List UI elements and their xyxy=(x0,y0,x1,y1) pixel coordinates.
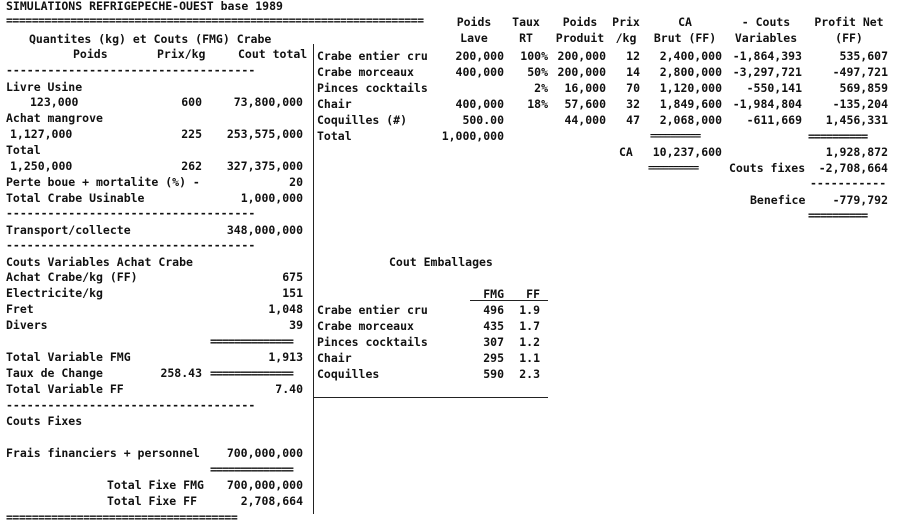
total-variable-fmg-label: Total Variable FMG xyxy=(6,350,131,364)
emb-row-ff: 1.2 xyxy=(519,335,540,349)
cv-item-value: 39 xyxy=(289,318,303,332)
hdr-prix-2: /kg xyxy=(615,31,637,45)
achat-mangrove-prix: 225 xyxy=(181,127,202,141)
rule-eq: ============== xyxy=(210,366,293,380)
hdr-ca-2: Brut (FF) xyxy=(653,31,717,45)
emb-row-ff: 2.3 xyxy=(519,367,540,381)
cv-item-label: Fret xyxy=(6,302,34,316)
row-prix: 70 xyxy=(626,81,640,95)
row-poids: 200,000 xyxy=(455,49,504,63)
row-ca: 1,849,600 xyxy=(659,97,722,111)
row-produit: 200,000 xyxy=(557,49,606,63)
rule-eq: ========== xyxy=(808,208,868,222)
profit-subtotal: 1,928,872 xyxy=(825,145,888,159)
rule-eq: ========== xyxy=(648,163,699,174)
cv-item-value: 675 xyxy=(282,270,303,284)
row-produit: 57,600 xyxy=(564,97,606,111)
total-cout: 327,375,000 xyxy=(226,159,303,173)
total-usinable-value: 1,000,000 xyxy=(240,191,303,205)
achat-mangrove-cout: 253,575,000 xyxy=(226,127,303,141)
total-fixe-ff-label: Total Fixe FF xyxy=(107,494,198,508)
rule-eq: ============== xyxy=(210,334,293,348)
benefice-label: Benefice xyxy=(750,193,806,207)
ca-total: 10,237,600 xyxy=(652,145,722,159)
hdr-couts-1: - Couts xyxy=(741,15,791,29)
row-taux: 50% xyxy=(527,65,548,79)
livre-usine-label: Livre Usine xyxy=(6,80,83,94)
emb-row-ff: 1.7 xyxy=(519,319,540,333)
row-produit: 16,000 xyxy=(564,81,606,95)
total-poids: 1,250,000 xyxy=(10,159,73,173)
livre-usine-cout: 73,800,000 xyxy=(233,95,303,109)
achat-mangrove-label: Achat mangrove xyxy=(6,111,103,125)
emb-row-fmg: 496 xyxy=(483,303,504,317)
frais-value: 700,000,000 xyxy=(226,446,303,460)
total-fixe-fmg-label: Total Fixe FMG xyxy=(107,478,204,492)
emb-col-fmg: FMG xyxy=(483,287,504,301)
cv-item-value: 1,048 xyxy=(268,302,303,316)
row-prix: 32 xyxy=(626,97,640,111)
couts-fixes-header: Couts Fixes xyxy=(6,414,83,428)
row-profit: 535,607 xyxy=(839,49,888,63)
row-ca: 2,400,000 xyxy=(659,49,722,63)
cv-item-label: Divers xyxy=(6,318,48,332)
left-header: Quantites (kg) et Couts (FMG) Crabe xyxy=(29,32,272,46)
emb-row-label: Pinces cocktails xyxy=(317,335,428,349)
row-ca: 2,800,000 xyxy=(659,65,722,79)
rule-eq: ========== xyxy=(650,131,701,142)
emb-col-ff: FF xyxy=(526,287,540,301)
total-usinable-label: Total Crabe Usinable xyxy=(6,191,145,205)
emb-header-rule xyxy=(470,300,548,301)
total-variable-ff-label: Total Variable FF xyxy=(6,382,124,396)
livre-usine-poids: 123,000 xyxy=(30,95,79,109)
left-panel-divider xyxy=(313,44,314,514)
hdr-profit-1: Profit Net xyxy=(814,15,884,29)
total-label: Total xyxy=(6,143,41,157)
rule-eq-bottom: ==================================== xyxy=(6,510,238,524)
cv-item-label: Achat Crabe/kg (FF) xyxy=(6,270,138,284)
hdr-ca-1: CA xyxy=(678,15,692,29)
hdr-poids-produit-1: Poids xyxy=(562,15,598,29)
cv-item-value: 151 xyxy=(282,286,303,300)
hdr-prix-1: Prix xyxy=(612,15,640,29)
total-variable-ff-value: 7.40 xyxy=(275,382,303,396)
total-fixe-fmg-value: 700,000,000 xyxy=(226,478,303,492)
hdr-poids-lave-1: Poids xyxy=(456,15,492,29)
taux-change-value: 258.43 xyxy=(160,366,202,380)
benefice-value: -779,792 xyxy=(832,193,888,207)
ca-label: CA xyxy=(619,145,633,159)
perte-label: Perte boue + mortalite (%) - xyxy=(6,175,200,189)
hdr-taux-2: RT xyxy=(519,31,533,45)
row-prix: 14 xyxy=(626,65,640,79)
total-prix: 262 xyxy=(181,159,202,173)
transport-value: 348,000,000 xyxy=(226,223,303,237)
row-profit: 1,456,331 xyxy=(825,113,888,127)
right-total-poids: 1,000,000 xyxy=(441,129,504,143)
rule-dash: ----------- xyxy=(810,176,887,190)
couts-fixes-label: Couts fixes xyxy=(729,161,806,175)
right-total-label: Total xyxy=(317,129,352,143)
hdr-taux-1: Taux xyxy=(512,15,540,29)
row-label: Pinces cocktails xyxy=(317,81,428,95)
emb-row-label: Crabe entier cru xyxy=(317,303,428,317)
emb-bottom-rule xyxy=(313,397,548,398)
total-fixe-ff-value: 2,708,664 xyxy=(240,494,303,508)
cv-item-label: Electricite/kg xyxy=(6,286,103,300)
row-taux: 2% xyxy=(534,81,548,95)
row-ca: 2,068,000 xyxy=(659,113,722,127)
transport-label: Transport/collecte xyxy=(6,223,131,237)
row-couts: -550,141 xyxy=(746,81,802,95)
row-couts: -3,297,721 xyxy=(732,65,802,79)
couts-fixes-value: -2,708,664 xyxy=(818,161,888,175)
hdr-poids-lave-2: Lave xyxy=(460,31,488,45)
row-poids: 400,000 xyxy=(455,97,504,111)
perte-value: 20 xyxy=(289,175,303,189)
sheet-title: SIMULATIONS REFRIGEPECHE-OUEST base 1989 xyxy=(6,0,283,13)
emb-row-fmg: 307 xyxy=(483,335,504,349)
emb-row-fmg: 295 xyxy=(483,351,504,365)
row-poids: 500.00 xyxy=(462,113,504,127)
emb-row-ff: 1.9 xyxy=(519,303,540,317)
achat-mangrove-poids: 1,127,000 xyxy=(10,127,73,141)
couts-variables-header: Couts Variables Achat Crabe xyxy=(6,255,193,269)
title-rule: ================================================================= xyxy=(6,13,424,27)
col-poids-header: Poids xyxy=(73,47,108,61)
row-poids: 400,000 xyxy=(455,65,504,79)
hdr-couts-2: Variables xyxy=(734,31,798,45)
rule-eq: ========== xyxy=(808,129,868,143)
row-label: Crabe entier cru xyxy=(317,49,428,63)
rule-eq: ============== xyxy=(210,462,293,476)
row-taux: 18% xyxy=(527,97,548,111)
emb-row-fmg: 435 xyxy=(483,319,504,333)
row-ca: 1,120,000 xyxy=(659,81,722,95)
row-label: Chair xyxy=(317,97,352,111)
row-label: Crabe morceaux xyxy=(317,65,414,79)
rule-dash: ------------------------------------ xyxy=(6,398,256,412)
total-variable-fmg-value: 1,913 xyxy=(268,350,303,364)
row-produit: 44,000 xyxy=(564,113,606,127)
emballages-title: Cout Emballages xyxy=(389,255,493,269)
row-label: Coquilles (#) xyxy=(317,113,408,127)
rule-dash: ------------------------------------ xyxy=(6,238,256,252)
rule-dash: ------------------------------------ xyxy=(6,206,256,220)
row-prix: 12 xyxy=(626,49,640,63)
row-profit: -135,204 xyxy=(832,97,888,111)
livre-usine-prix: 600 xyxy=(181,95,202,109)
emb-row-fmg: 590 xyxy=(483,367,504,381)
emb-row-label: Coquilles xyxy=(317,367,380,381)
emb-row-label: Crabe morceaux xyxy=(317,319,414,333)
hdr-poids-produit-2: Produit xyxy=(555,31,605,45)
row-couts: -611,669 xyxy=(746,113,802,127)
row-profit: -497,721 xyxy=(832,65,888,79)
frais-label: Frais financiers + personnel xyxy=(6,446,200,460)
row-couts: -1,864,393 xyxy=(732,49,802,63)
row-prix: 47 xyxy=(626,113,640,127)
row-produit: 200,000 xyxy=(557,65,606,79)
row-profit: 569,859 xyxy=(839,81,888,95)
emb-row-label: Chair xyxy=(317,351,352,365)
emb-row-ff: 1.1 xyxy=(519,351,540,365)
hdr-profit-2: (FF) xyxy=(835,31,863,45)
rule-dash: ------------------------------------ xyxy=(6,63,256,77)
taux-change-label: Taux de Change xyxy=(6,366,103,380)
col-prix-header: Prix/kg xyxy=(157,47,206,61)
col-cout-header: Cout total xyxy=(238,47,308,61)
row-couts: -1,984,804 xyxy=(732,97,802,111)
row-taux: 100% xyxy=(520,49,548,63)
